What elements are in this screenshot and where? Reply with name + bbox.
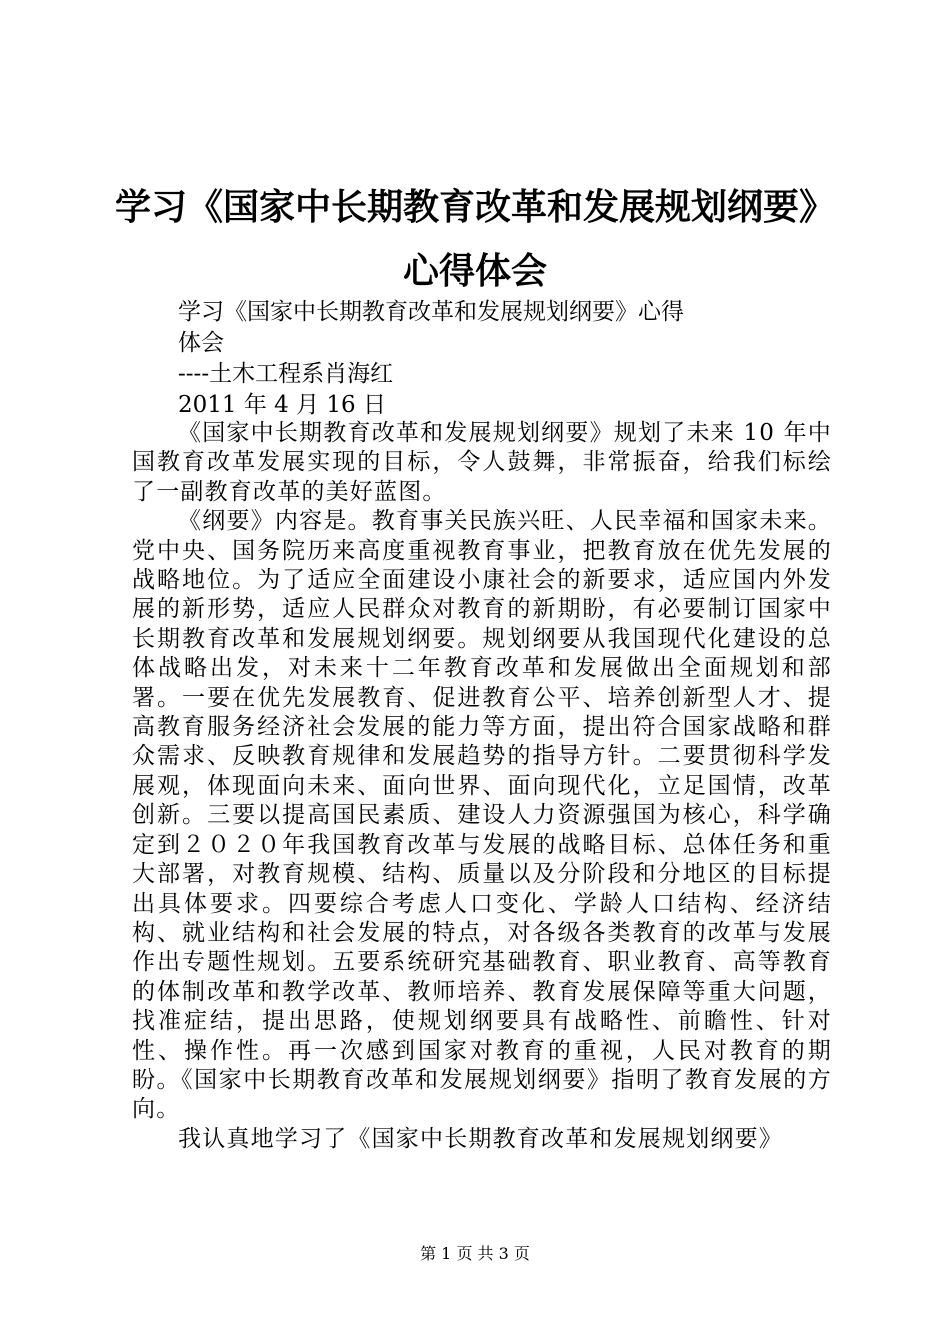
paragraph: 《国家中长期教育改革和发展规划纲要》规划了未来 10 年中国教育改革发展实现的目标，令人鼓舞，非常振奋，给我们标绘了一副教育改革的美好蓝图。: [132, 420, 832, 505]
subtitle-line-1: 学习《国家中长期教育改革和发展规划纲要》心得: [178, 299, 684, 325]
page-footer: 第 1 页 共 3 页: [420, 1244, 530, 1263]
title-line-2: 心得体会: [402, 251, 547, 292]
paragraph: 《纲要》内容是。教育事关民族兴旺、人民幸福和国家未来。党中央、国务院历来高度重视教育事业，把教育放在优先发展的战略地位。为了适应全面建设小康社会的新要求，适应国内外发展的新形势，适应人民群众对教育的新期盼，有必要制订国家中长期教育改革和发展规划纲要。规划纲要从我国现代化建设的总体战略出发，对未来十二年教育改革和发展做出全面规划和部署。一要在优先发展教育、促进教育公平、培养创新型人才、提高教育服务经济社会发展的能力等方面，提出符合国家战略和群众需求、反映教育规律和发展趋势的指导方针。二要贯彻科学发展观，体现面向未来、面向世界、面向现代化，立足国情，改革创新。三要以提高国民素质、建设人力资源强国为核心，科学确定到２０２０年我国教育改革与发展的战略目标、总体任务和重大部署，对教育规模、结构、质量以及分阶段和分地区的目标提出具体要求。四要综合考虑人口变化、学龄人口结构、经济结构、就业结构和社会发展的特点，对各级各类教育的改革与发展作出专题性规划。五要系统研究基础教育、职业教育、高等教育的体制改革和教学改革、教师培养、教育发展保障等重大问题，找准症结，提出思路，使规划纲要具有战略性、前瞻性、针对性、操作性。再一次感到国家对教育的重视，人民对教育的期盼。《国家中长期教育改革和发展规划纲要》指明了教育发展的方向。: [132, 508, 832, 1123]
date-line: 2011 年 4 月 16 日: [178, 392, 386, 418]
document-body: [132, 419, 832, 1154]
title-line-1: 学习《国家中长期教育改革和发展规划纲要》: [114, 187, 835, 228]
author-line: ----土木工程系肖海红: [178, 361, 394, 387]
subtitle-line-2: 体会: [178, 330, 224, 356]
document-title: [110, 176, 840, 304]
paragraph: 我认真地学习了《国家中长期教育改革和发展规划纲要》: [178, 1125, 783, 1152]
